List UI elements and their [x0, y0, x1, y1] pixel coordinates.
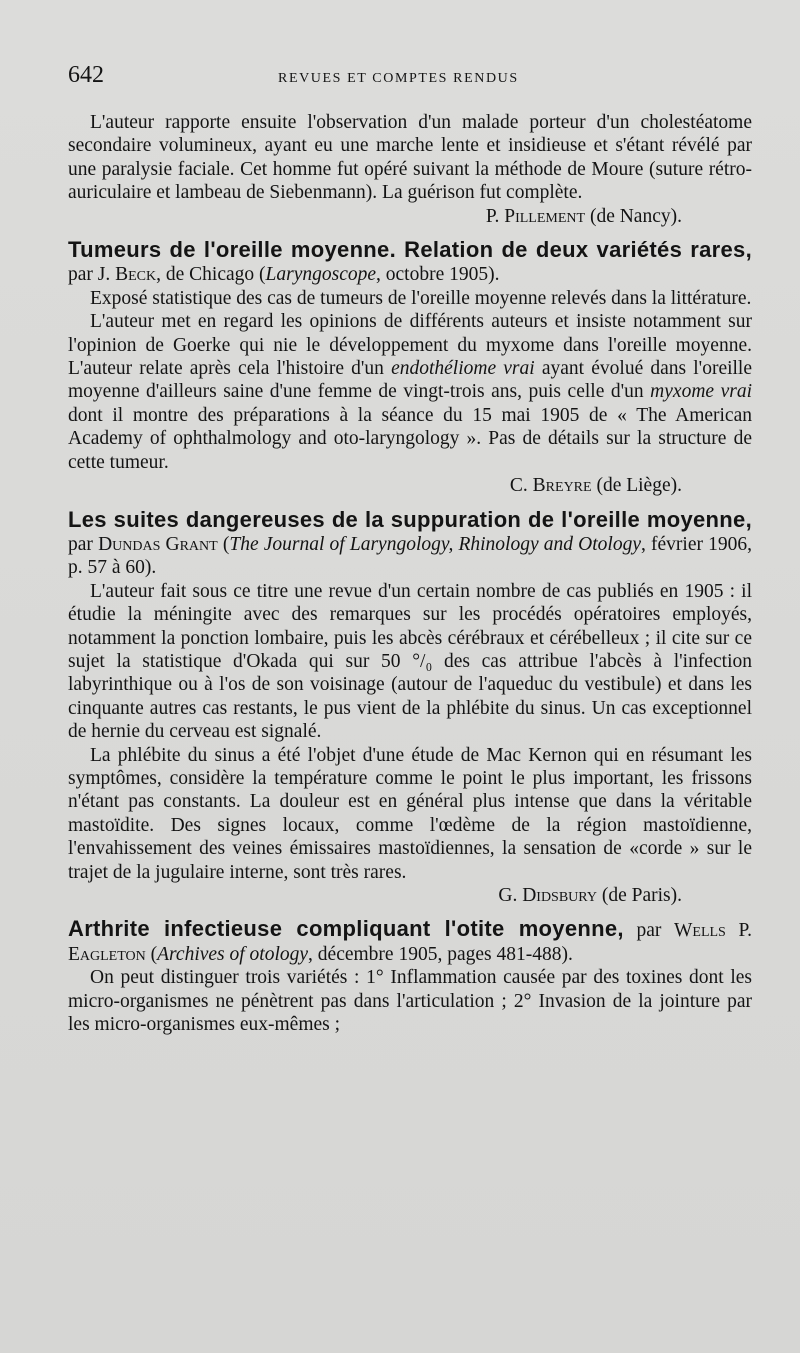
article-1-heading: Tumeurs de l'oreille moyenne. Relation de deux variétés rares, par J. Beck, de Chicago (Laryngoscope, octobre 1905).	[68, 237, 752, 286]
reviewer-name: Breyre	[532, 475, 592, 497]
article-3-paragraph-0: On peut distinguer trois variétés : 1° Inflammation causée par des toxines dont les micro-organismes ne pénètrent pas dans l'articulation ; 2° Invasion de la jointure par les micro-organismes eux-mêmes ;	[68, 967, 752, 1036]
article-1-title: Tumeurs de l'oreille moyenne. Relation de deux variétés rares,	[68, 237, 752, 263]
article-0-paragraph-0: L'auteur rapporte ensuite l'observation d'un malade porteur d'un cholestéatome secondaire volumineux, ayant eu une marche lente et insidieuse et s'étant révélé par une paralysie faciale. Cet homme fut opéré suivant la méthode de Moure (suture rétro-auriculaire et lambeau de Siebenmann). La guérison fut complète.	[68, 112, 752, 204]
article-3-journal: Archives of otology	[157, 943, 309, 965]
article-2-signature: G. Didsbury (de Paris).	[498, 885, 682, 906]
article-1-paragraph-0: Exposé statistique des cas de tumeurs de l'oreille moyenne relevés dans la littérature.	[90, 287, 752, 309]
article-2-paragraph-1: La phlébite du sinus a été l'objet d'une étude de Mac Kernon qui en résumant les symptômes, considère la température comme le point le plus important, les frissons n'étant pas constants. La douleur est en général plus intense que dans la véritable mastoïdite. Des signes locaux, comme l'œdème de la région mastoïdienne, l'envahissement des veines émissaires mastoïdiennes, la sensation de «corde » sur le trajet de la jugulaire interne, sont très rares.	[68, 744, 752, 883]
article-3-author: Wells P. Eagleton	[68, 920, 753, 965]
article-1-paragraph-1: L'auteur met en regard les opinions de différents auteurs et insiste notamment sur l'opinion de Goerke qui nie le développement du myxome dans l'oreille moyenne. L'auteur relate après cela l'histoire d'un endothéliome vrai ayant évolué dans l'oreille moyenne d'ailleurs saine d'une femme de vingt-trois ans, puis celle d'un myxome vrai dont il montre des préparations à la séance du 15 mai 1905 de « The American Academy of ophthalmology and oto-laryngology ». Pas de détails sur la structure de cette tumeur.	[68, 311, 753, 473]
article-1-signature: C. Breyre (de Liège).	[509, 475, 682, 497]
running-title: REVUES ET COMPTES RENDUS	[278, 71, 519, 86]
article-3-title: Arthrite infectieuse compliquant l'otite moyenne,	[68, 916, 624, 942]
article-2-journal: The Journal of Laryngology, Rhinology and Otology	[229, 533, 641, 555]
article-1-journal: Laryngoscope	[265, 264, 377, 286]
article-1-author: Beck	[115, 264, 157, 286]
reviewer-name: Pillement	[504, 205, 586, 227]
article-2-heading: Les suites dangereuses de la suppuration de l'oreille moyenne, par Dundas Grant (The Journal of Laryngology, Rhinology and Otology, février 1906, p. 57 à 60).	[68, 506, 752, 579]
page-number: 642	[68, 62, 104, 88]
reviewer-name: Didsbury	[522, 885, 597, 906]
article-3-heading: Arthrite infectieuse compliquant l'otite moyenne, par Wells P. Eagleton (Archives of otology, décembre 1905, pages 481-488).	[68, 916, 753, 965]
article-2-title: Les suites dangereuses de la suppuration de l'oreille moyenne,	[68, 506, 752, 532]
running-head	[68, 62, 752, 89]
article-0-signature: P. Pillement (de Nancy).	[485, 205, 682, 227]
article-2-author: Dundas Grant	[98, 533, 218, 555]
article-2-paragraph-0: L'auteur fait sous ce titre une revue d'un certain nombre de cas publiés en 1905 : il étudie la méningite avec des remarques sur les procédés opératoires employés, notamment la ponction lombaire, puis les abcès cérébraux et cérébelleux ; il cite sur ce sujet la statistique d'Okada qui sur 50 °/₀ des cas attribue l'abcès à l'infection labyrinthique ou à l'os de son voisinage (autour de l'aqueduc du vestibule) et dans les cinquante autres cas restants, le pus vient de la phlébite du sinus. Un cas exceptionnel de hernie du cerveau est signalé.	[68, 580, 752, 743]
